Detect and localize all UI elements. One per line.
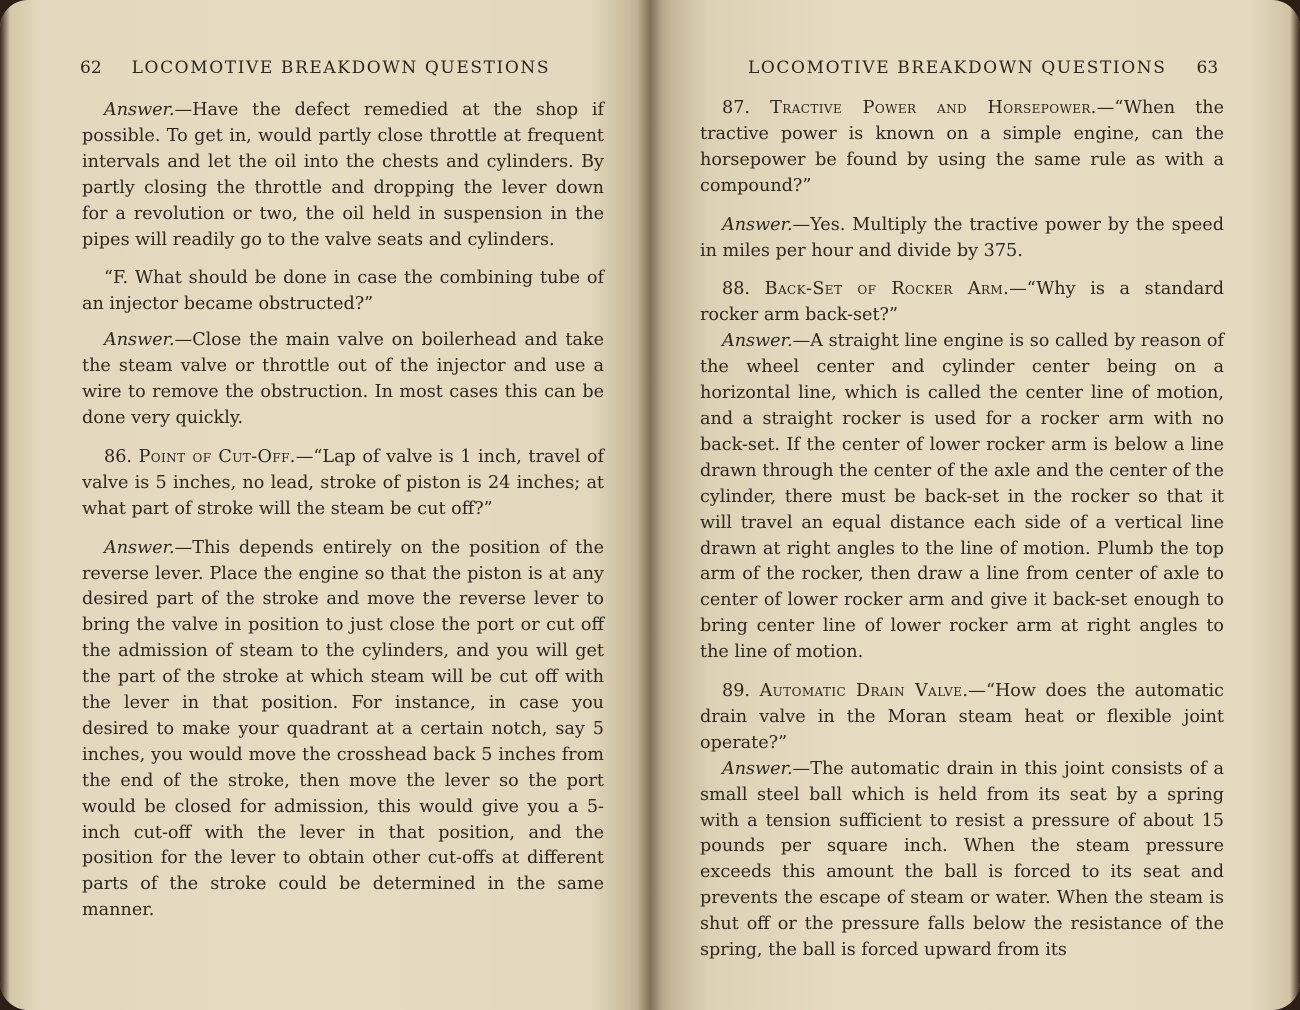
question-heading: Point of Cut-Off.: [138, 446, 296, 467]
paragraph-text: —The automatic drain in this joint consists of a small steel ball which is held from its seat by a spring with a tension sufficient to resist a pressure of about 15 pounds per square inch. When the steam pressure exceeds this amount the ball is forced to its seat and prevents the escape of steam or water. When the steam is shut off or the pressure falls below the resistance of the spring, the ball is forced upward from its: [700, 758, 1224, 961]
paragraph-text: —Have the defect remedied at the shop if possible. To get in, would partly close throttle at frequent intervals and let the oil into the chests and cylinders. By partly closing the throttle and dropping the lever down for a revolution or two, the oil held in suspension in the pipes will readily go to the valve seats and cylinders.: [82, 100, 604, 250]
paragraph: [82, 536, 604, 925]
paragraph-text: —“Lap of valve is 1 inch, travel of valve is 5 inches, no lead, stroke of piston is 24 inches; at what part of stroke will the steam be cut off?”: [82, 446, 604, 519]
left-page-body: [82, 98, 604, 924]
paragraph: [82, 445, 604, 523]
book-edge-left: [0, 0, 10, 1010]
paragraph-text: —Yes. Multiply the tractive power by the speed in miles per hour and divide by 375.: [700, 214, 1224, 261]
question-number: 89.: [722, 681, 750, 702]
paragraph-text: —“How does the automatic drain valve in the Moran steam heat or flexible joint operate?”: [700, 681, 1224, 753]
paragraph: [700, 213, 1224, 265]
answer-label: Answer.: [104, 537, 175, 558]
right-page-number: 63: [1196, 58, 1219, 78]
left-page-header: [80, 58, 550, 78]
paragraph: [82, 266, 604, 318]
paragraph: [700, 329, 1224, 666]
left-running-head: LOCOMOTIVE BREAKDOWN QUESTIONS: [131, 58, 551, 78]
right-running-head: LOCOMOTIVE BREAKDOWN QUESTIONS: [748, 58, 1167, 78]
paragraph: [700, 757, 1224, 964]
answer-label: Answer.: [722, 331, 793, 352]
question-heading: Tractive Power and Horsepower.: [770, 98, 1097, 118]
answer-label: Answer.: [104, 100, 175, 120]
question-number: 86.: [104, 446, 132, 467]
question-number: 88.: [722, 279, 750, 300]
paragraph: [82, 328, 604, 432]
right-page-header: [748, 58, 1218, 78]
answer-label: Answer.: [722, 758, 793, 779]
book-edge-right: [1290, 0, 1300, 1010]
right-page-body: [700, 96, 1224, 964]
answer-label: Answer.: [722, 214, 793, 235]
paragraph-text: “F. What should be done in case the combining tube of an injector became obstructed?”: [82, 268, 604, 315]
right-page: [650, 0, 1300, 1010]
paragraph: [700, 277, 1224, 329]
answer-label: Answer.: [104, 330, 175, 351]
paragraph-text: —Close the main valve on boilerhead and take the steam valve or throttle out of the injector and use a wire to remove the obstruction. In most cases this can be done very quickly.: [82, 330, 604, 428]
question-heading: Back-Set of Rocker Arm.: [764, 279, 1010, 300]
paragraph-text: —This depends entirely on the position of the reverse lever. Place the engine so that the piston is at any desired part of the stroke and move the reverse lever to bring the valve in position to just close the port or cut off the admission of steam to the cylinders, and you will get the part of the stroke at which steam will be cut off with the lever in that position. For instance, in case you desired to make your quadrant at a certain notch, say 5 inches, you would move the crosshead back 5 inches from the end of the stroke, then move the lever so the port would be closed for admission, this would give you a 5-inch cut-off with the lever in that position, and the position for the lever to obtain other cut-offs at different parts of the stroke could be determined in the same manner.: [82, 537, 604, 921]
paragraph-text: —“When the tractive power is known on a simple engine, can the horsepower be found by using the same rule as with a compound?”: [700, 98, 1224, 196]
question-heading: Automatic Drain Valve.: [759, 681, 969, 702]
paragraph: [700, 679, 1224, 757]
paragraph-text: —A straight line engine is so called by reason of the wheel center and cylinder center being on a horizontal line, which is called the center line of motion, and a straight rocker is used for a rocker arm with no back-set. If the center of lower rocker arm is below a line drawn through the center of the axle and the center of the cylinder, there must be back-set in the rocker so that it will travel an equal distance each side of a vertical line drawn at right angles to the line of motion. Plumb the top arm of the rocker, then draw a line from center of axle to center of lower rocker arm and give it back-set enough to bring center line of lower rocker arm at right angles to the line of motion.: [700, 331, 1224, 663]
question-number: 87.: [722, 98, 750, 118]
left-page-number: 62: [80, 58, 102, 78]
paragraph: [82, 98, 604, 253]
paragraph-text: —“Why is a standard rocker arm back-set?”: [700, 279, 1225, 326]
paragraph: [700, 96, 1224, 200]
